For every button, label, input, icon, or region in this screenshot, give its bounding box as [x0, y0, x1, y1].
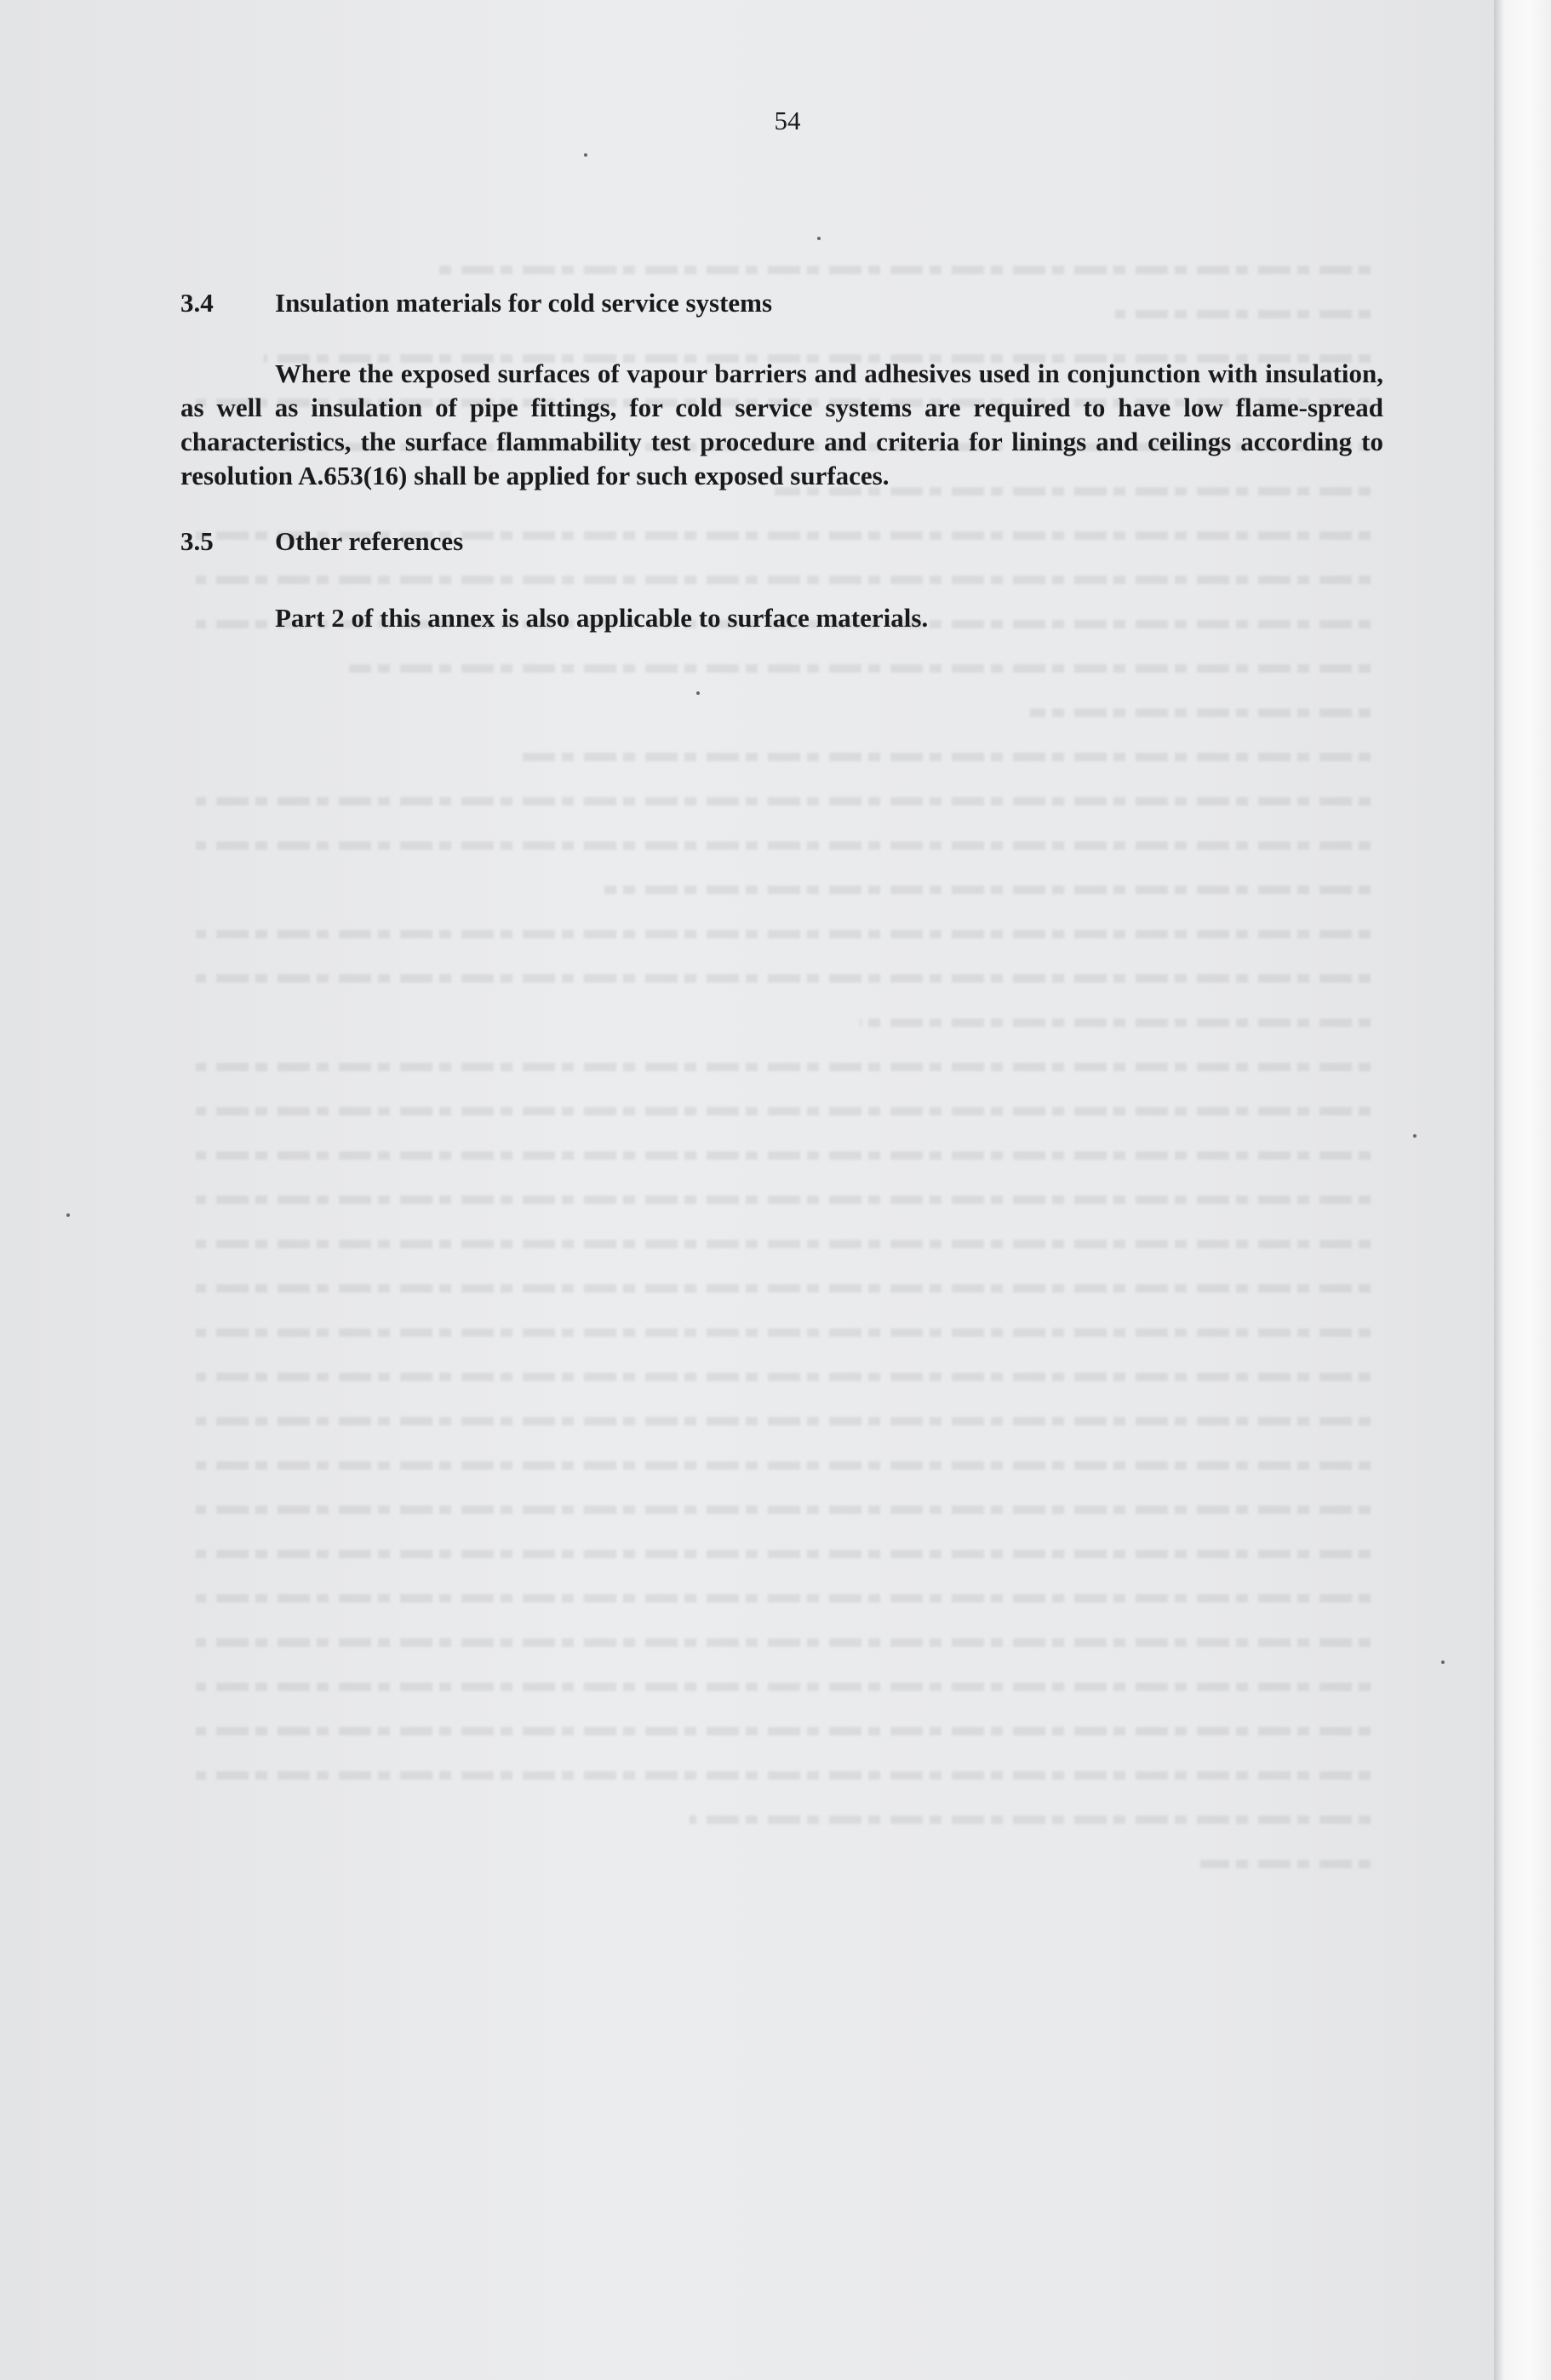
scan-speck — [584, 153, 587, 157]
scan-speck — [66, 1213, 70, 1217]
show-through-reverse-page — [162, 247, 1388, 1933]
section-heading — [180, 288, 947, 322]
section-heading — [180, 526, 691, 560]
page-number: 54 — [774, 106, 801, 135]
scan-speck — [696, 691, 700, 695]
scan-speck — [1413, 1134, 1417, 1138]
scan-speck — [817, 237, 821, 240]
scan-speck — [1441, 1660, 1445, 1664]
section-title: Other references — [275, 526, 464, 556]
section-paragraph: Part 2 of this annex is also applicable to surface materials. — [275, 603, 929, 633]
page-edge — [1494, 0, 1551, 2380]
section-number: 3.4 — [180, 288, 214, 318]
section-number: 3.5 — [180, 526, 214, 556]
section-paragraph: Where the exposed surfaces of vapour barriers and adhesives used in conjunction with insulation, as well as insulation of pipe fittings, for cold service systems are required to have low flame-spread characteristics, the surface flammability test procedure and criteria for linings and ceilings according to resolution A.653(16) shall be applied for such exposed surfaces. — [180, 358, 1383, 490]
section-title: Insulation materials for cold service systems — [275, 288, 773, 318]
